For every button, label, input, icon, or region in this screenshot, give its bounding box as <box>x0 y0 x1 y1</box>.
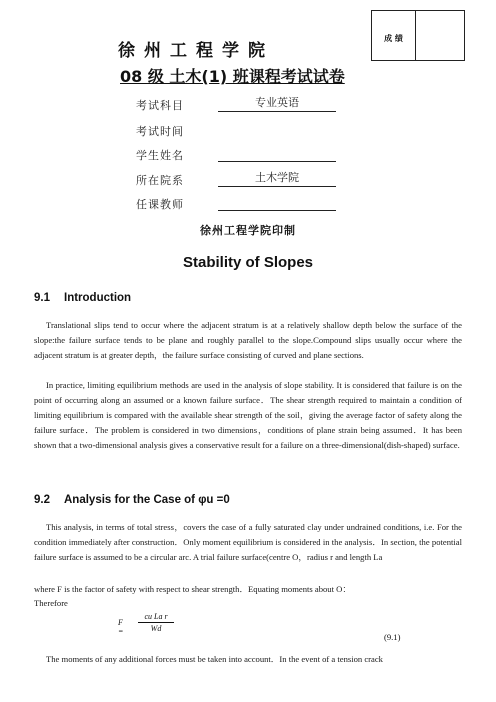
field-value <box>218 147 336 162</box>
field-label: 所在院系 <box>136 174 184 187</box>
section-number: 9.2 <box>34 494 50 506</box>
exam-title: 08 级 土木(1) 班课程考试试卷 <box>120 67 345 86</box>
equation-lhs: F = <box>118 618 124 636</box>
paragraph: Therefore <box>34 598 68 608</box>
document-title: Stability of Slopes <box>182 254 314 271</box>
equation-fraction <box>138 612 174 633</box>
field-label: 学生姓名 <box>136 149 184 162</box>
section-heading <box>34 494 230 506</box>
section-heading <box>34 292 131 304</box>
school-name: 徐州工程学院 <box>118 41 274 61</box>
paragraph: In practice, limiting equilibrium methods are used in the analysis of slope stability. It is considered that failure is on the point of occurring along an assumed or a known failure surface．The shear strength required to maintain a condition of limiting equilibrium is compared with the available shear strength of the soil，giving the average factor of safety along the failure surface．The problem is considered in two dimensions，conditions of plane strain being assumed．It has been shown that a two-dimensional analysis gives a conservative result for a failure on a three-dimensional(dish-shaped) surface. <box>34 380 462 450</box>
equation-number: (9.1) <box>384 632 401 642</box>
paragraph: This analysis, in terms of total stress，covers the case of a fully saturated clay under undrained conditions, i.e. For the condition immediately after construction．Only moment equilibrium is considered in the analysis．In section, the potential failure surface is assumed to be a circular arc. A trial failure surface(centre O，radius r and length La <box>34 522 462 562</box>
grade-value <box>416 11 464 60</box>
paragraph: Translational slips tend to occur where the adjacent stratum is at a relatively shallow depth below the surface of the slope:the failure surface tends to be plane and roughly parallel to the slope.Compound slips usually occur where the adjacent stratum is at greater depth，the failure surface consisting of curved and plane sections. <box>34 320 462 360</box>
paragraph: where F is the factor of safety with respect to shear strength．Equating moments about O： <box>34 584 351 594</box>
equation-numerator: cu La r <box>144 612 168 621</box>
field-label: 任课教师 <box>136 198 184 211</box>
print-notice: 徐州工程学院印制 <box>200 224 296 237</box>
grade-box <box>371 10 465 61</box>
field-label: 考试科目 <box>136 99 184 112</box>
fraction-bar <box>138 622 174 623</box>
equation-denominator: Wd <box>150 624 162 633</box>
field-value <box>218 123 336 137</box>
section-title: Introduction <box>64 292 132 304</box>
grade-label: 成 绩 <box>372 11 416 60</box>
field-label: 考试时间 <box>136 125 184 138</box>
section-title: Analysis for the Case of φu =0 <box>64 494 230 506</box>
field-value: 专业英语 <box>218 97 336 112</box>
section-number: 9.1 <box>34 292 50 304</box>
field-value <box>218 196 336 211</box>
paragraph: The moments of any additional forces must be taken into account．In the event of a tension crack <box>46 654 383 664</box>
field-value: 土木学院 <box>218 172 336 187</box>
